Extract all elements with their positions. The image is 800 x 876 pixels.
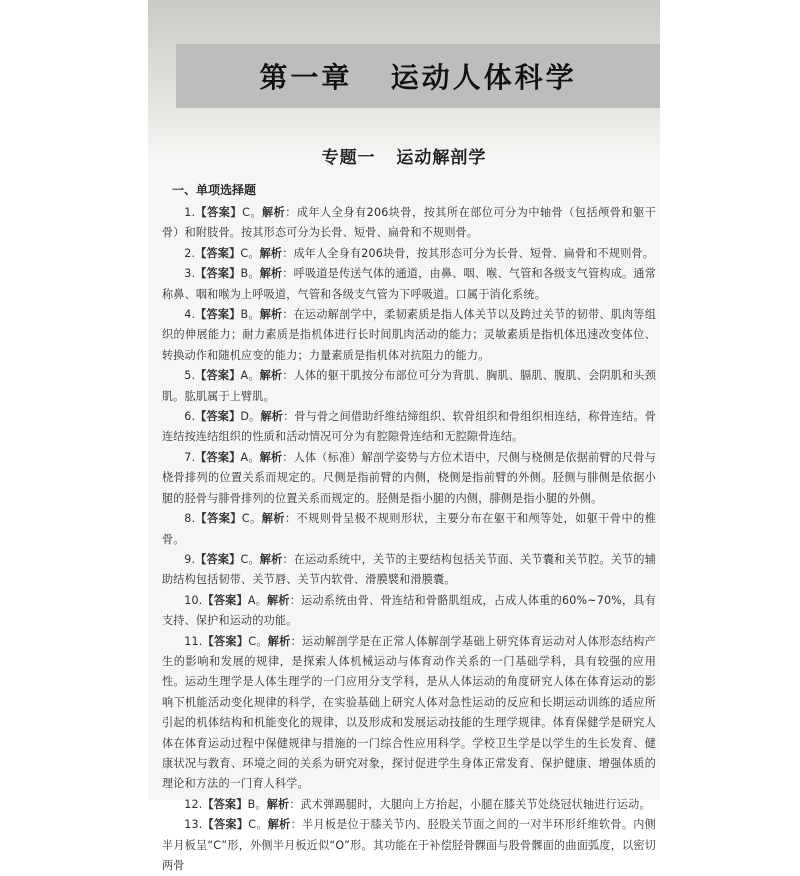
answer-label: 【答案】: [195, 512, 242, 526]
answer-label: 【答案】: [202, 818, 249, 832]
item-number: 3.: [184, 267, 196, 281]
item-number: 5.: [184, 369, 196, 383]
item-number: 13.: [184, 818, 203, 832]
analysis-text: 成年人全身有206块骨，按其所在部位可分为中轴骨（包括颅骨和躯干骨）和附肢骨。按其形态可分为长骨、短骨、扁骨和不规则骨。: [162, 206, 656, 240]
colon: ：: [289, 593, 302, 607]
colon: ：: [282, 369, 294, 383]
analysis-text: 运动解剖学是在正常人体解剖学基础上研究体育运动对人体形态结构产生的影响和发展的规律，是探索人体机械运动与体育动作关系的一门基础学科，具有较强的应用性。运动生理学是人体生理学的一门应用分支学科，是从人体运动的角度研究人体在体育运动的影响下机能活动变化规律的科学，在实验基础上研究人体对急性运动的反应和长期运动训练的适应所引起的机体结构和机能变化的规律，以及形成和发展运动技能的生理学规律。体育保健学是研究人体在体育运动过程中保健规律与措施的一门综合性应用科学。学校卫生学是以学生的生长发育、健康状况与教育、环境之间的关系为研究对象，探讨促进学生身体正常发育、保护健康、增强体质的理论和方法的一门育人科学。: [162, 634, 656, 791]
answer-item: [162, 550, 656, 591]
answer-label: 【答案】: [195, 246, 241, 260]
answer-item: [162, 366, 656, 407]
colon: ：: [282, 450, 294, 464]
answer-choice: A。: [240, 450, 260, 464]
answer-label: 【答案】: [195, 308, 241, 322]
answer-item: [162, 591, 656, 632]
analysis-text: 成年人全身有206块骨，按其形态可分为长骨、短骨、扁骨和不规则骨。: [293, 246, 655, 260]
answer-choice: D。: [240, 410, 261, 424]
answer-label: 【答案】: [195, 369, 241, 383]
analysis-text: 在运动系统中，关节的主要结构包括关节面、关节囊和关节腔。关节的辅助结构包括韧带、关节唇、关节内软骨、滑膜襞和滑膜囊。: [162, 552, 656, 587]
analysis-text: 运动系统由骨、骨连结和骨骼肌组成，占成人体重的60%~70%，具有支持、保护和运动的功能。: [162, 593, 656, 628]
analysis-text: 武术弹踢腿时，大腿向上方抬起，小腿在膝关节处绕冠状轴进行运动。: [300, 797, 651, 811]
colon: ：: [282, 308, 294, 322]
book-page: [148, 0, 660, 872]
answer-list: [162, 203, 656, 876]
analysis-text: 呼吸道是传送气体的通道，由鼻、咽、喉、气管和各级支气管构成。通常称鼻、咽和喉为上呼吸道，气管和各级支气管为下呼吸道。口属于消化系统。: [162, 267, 656, 301]
analysis-text: 不规则骨呈极不规则形状，主要分布在躯干和颅等处，如躯干骨中的椎骨。: [162, 512, 656, 546]
analysis-text: 在运动解剖学中，柔韧素质是指人体关节以及跨过关节的韧带、肌肉等组织的伸展能力；耐力素质是指机体进行长时间肌肉活动的能力；灵敏素质是指机体迅速改变体位、转换动作和随机应变的能力；力量素质是指机体对抗阻力的能力。: [162, 308, 656, 362]
item-number: 6.: [184, 410, 196, 424]
answer-choice: C。: [240, 246, 260, 260]
colon: ：: [290, 818, 303, 832]
colon: ：: [282, 552, 294, 566]
colon: ：: [282, 267, 294, 281]
colon: ：: [290, 634, 303, 648]
answer-choice: C。: [240, 552, 260, 566]
analysis-label: 解析: [259, 369, 283, 383]
answer-label: 【答案】: [195, 206, 243, 219]
chapter-banner: [176, 44, 660, 108]
item-number: 4.: [184, 308, 196, 322]
answer-label: 【答案】: [202, 634, 249, 648]
answer-item: [162, 407, 656, 448]
analysis-label: 解析: [267, 818, 291, 832]
answer-item: [162, 264, 656, 305]
answer-choice: C。: [248, 818, 268, 832]
answer-label: 【答案】: [202, 593, 248, 607]
analysis-text: 人体的躯干肌按分布部位可分为背肌、胸肌、膈肌、腹肌、会阴肌和头颈肌。肱肌属于上臂肌。: [162, 369, 656, 403]
section-heading: 一、单项选择题: [172, 183, 257, 197]
answer-label: 【答案】: [202, 797, 248, 811]
analysis-text: 骨与骨之间借助纤维结缔组织、软骨组织和骨组织相连结，称骨连结。骨连结按连结组织的性质和活动情况可分为有腔隙骨连结和无腔隙骨连结。: [162, 410, 657, 444]
analysis-label: 解析: [259, 246, 283, 260]
item-number: 11.: [184, 634, 203, 648]
analysis-label: 解析: [260, 410, 284, 424]
analysis-text: 半月板是位于膝关节内、胫股关节面之间的一对半环形纤维软骨。内侧半月板呈“C”形，外侧半月板近似“O”形。其功能在于补偿胫骨髁面与股骨髁面的曲面弧度，以密切两骨: [162, 818, 656, 872]
analysis-label: 解析: [259, 552, 283, 566]
chapter-title: 第一章 运动人体科学: [259, 61, 577, 94]
answer-item: [162, 203, 656, 244]
answer-choice: C。: [241, 512, 262, 526]
answer-item: [162, 795, 656, 815]
answer-item: [162, 509, 656, 550]
colon: ：: [283, 410, 295, 424]
item-number: 12.: [184, 797, 203, 811]
colon: ：: [285, 512, 297, 526]
item-number: 7.: [184, 450, 196, 464]
answer-choice: A。: [240, 369, 260, 383]
answer-label: 【答案】: [195, 267, 241, 281]
answer-item: [162, 244, 656, 264]
item-number: 1.: [184, 206, 196, 219]
answer-item: [162, 815, 656, 876]
answer-item: [162, 448, 656, 509]
colon: ：: [282, 246, 294, 260]
analysis-text: 人体（标准）解剖学姿势与方位术语中，尺侧与桡侧是依据前臂的尺骨与桡骨排列的位置关系而规定的。尺侧是指前臂的内侧，桡侧是指前臂的外侧。胫侧与腓侧是依据小腿的胫骨与腓骨排列的位置关系而规定的。胫侧是指小腿的内侧，腓侧是指小腿的外侧。: [162, 450, 656, 505]
answer-label: 【答案】: [195, 552, 241, 566]
answer-item: [162, 305, 656, 366]
item-number: 9.: [184, 552, 196, 566]
answer-choice: C。: [248, 634, 268, 648]
colon: ：: [285, 206, 297, 219]
item-number: 8.: [184, 512, 196, 526]
colon: ：: [289, 797, 301, 811]
analysis-label: 解析: [259, 267, 283, 281]
item-number: 10.: [184, 593, 203, 607]
answer-label: 【答案】: [195, 410, 241, 424]
answer-item: [162, 632, 656, 795]
answer-label: 【答案】: [195, 450, 241, 464]
answer-choice: A。: [247, 593, 268, 607]
analysis-label: 解析: [261, 206, 286, 219]
analysis-label: 解析: [267, 593, 290, 607]
analysis-label: 解析: [267, 634, 291, 648]
answer-choice: C。: [242, 206, 262, 219]
answer-choice: B。: [240, 267, 260, 281]
section-title: 专题一 运动解剖学: [321, 148, 487, 168]
answer-choice: B。: [247, 797, 267, 811]
analysis-label: 解析: [261, 512, 285, 526]
analysis-label: 解析: [259, 308, 283, 322]
analysis-label: 解析: [266, 797, 290, 811]
analysis-label: 解析: [259, 450, 283, 464]
item-number: 2.: [184, 246, 196, 260]
answer-choice: B。: [240, 308, 260, 322]
